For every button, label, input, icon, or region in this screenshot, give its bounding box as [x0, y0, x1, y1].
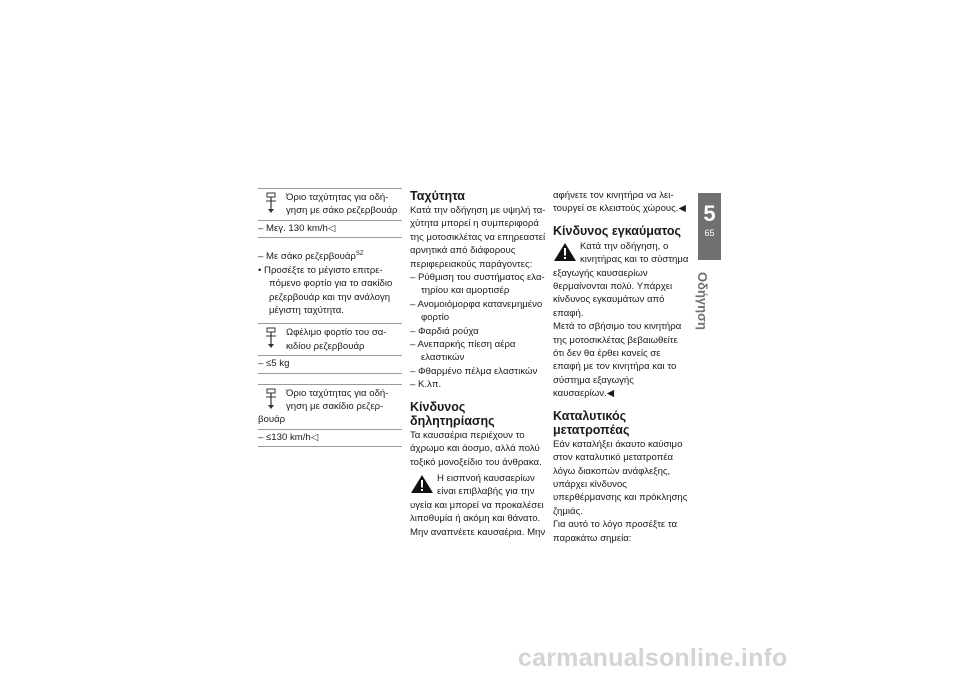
- box2-text: Ωφέλιμο φορτίο του σακιδίου ρεζερβουάρ: [286, 327, 387, 352]
- column-middle: [410, 189, 546, 539]
- column-right: [553, 189, 689, 545]
- factor-item: – Ρύθμιση του συστήματος ελατηρίου και αμορτισέρ: [410, 272, 545, 297]
- warning-triangle-icon: [410, 474, 434, 494]
- poison-warning-block: [410, 472, 546, 526]
- catalyst-note: Για αυτό το λόγο προσέξτε τα παρακάτω σημεία:: [553, 519, 678, 544]
- chapter-marker: [698, 193, 721, 260]
- continue-text: αφήνετε τον κινητήρα να λειτουργεί σε κλειστούς χώρους.◀: [553, 190, 686, 215]
- factor-item: – Φθαρμένο πέλμα ελαστικών: [410, 365, 538, 377]
- burn-warning: Κατά την οδήγηση, ο κινητήρας και το σύστημα εξαγωγής καυσαερίων θερμαίνονται πολύ. Υπάρχει κίνδυνος εγκαυμάτων από επαφή.: [553, 240, 689, 319]
- page-number: 65: [704, 228, 715, 238]
- box1-value: – Μεγ. 130 km/h◁: [258, 221, 402, 238]
- burn-after: Μετά το σβήσιμο του κινητήρα της μοτοσικλέτας βεβαιωθείτε ότι δεν θα έρθει κανείς σε επαφή με τον κινητήρα και το σύστημα εξαγωγής καυσαερίων.◀: [553, 321, 682, 400]
- chapter-number: 5: [703, 201, 716, 226]
- factor-item: – Κ.λπ.: [410, 379, 442, 391]
- factor-item: – Ανεπαρκής πίεση αέρα ελαστικών: [410, 339, 516, 364]
- section-title: Οδήγηση: [695, 272, 710, 330]
- payload-tank-bag-box: [258, 323, 402, 356]
- poison-text: Τα καυσαέρια περιέχουν το άχρωμο και άοσμο, αλλά πολύ τοξικό μονοξείδιο του άνθρακα.: [410, 429, 542, 468]
- factor-item: – Φαρδιά ρούχα: [410, 325, 479, 337]
- box1-text: Όριο ταχύτητας για οδήγηση με σάκο ρεζερβουάρ: [286, 192, 398, 217]
- speed-limit-tank-bag-box: [258, 188, 402, 221]
- box3-value: – ≤130 km/h◁: [258, 430, 402, 447]
- box3-text: Όριο ταχύτητας για οδήγηση με σακίδιο ρεζερβουάρ: [258, 387, 389, 426]
- load-weight-icon: [258, 387, 284, 411]
- factor-item: – Ανομοιόμορφα κατανεμημένο φορτίο: [410, 298, 543, 324]
- heading-burn: Κίνδυνος εγκαύματος: [553, 223, 681, 238]
- dash-tank-bag: – Με σάκο ρεζερβουάρ$^{SZ}$: [258, 251, 364, 263]
- tank-bag-superscript: SZ: [355, 251, 364, 258]
- warning-triangle-icon: [553, 242, 577, 262]
- bullet-observe: • Προσέξτε το μέγιστο επιτρεπόμενο φορτίο για το σακίδιο ρεζερβουάρ και την ανάλογη μέγιστη ταχύτητα.: [258, 264, 393, 317]
- box2-value: – ≤5 kg: [258, 356, 402, 373]
- watermark: carmanualsonline.info: [518, 644, 788, 672]
- heading-poison: Κίνδυνος δηλητηρίασης: [410, 399, 495, 428]
- load-weight-icon: [258, 191, 284, 215]
- speed-limit-tank-bag-box-2: [258, 384, 402, 430]
- catalyst-text: Εάν καταλήξει άκαυτο καύσιμο στον καταλυτικό μετατροπέα λόγω διακοπών ανάφλεξης, υπάρχει κίνδυνος υπερθέρμανσης και πρόκλησης ζημιάς.: [553, 438, 688, 517]
- burn-warning-block: [553, 240, 689, 320]
- column-left: [258, 188, 402, 457]
- load-weight-icon: [258, 326, 284, 350]
- heading-catalyst: Καταλυτικός μετατροπέας: [553, 408, 630, 437]
- poison-continue: Μην αναπνέετε καυσαέρια. Μην: [410, 526, 546, 538]
- heading-speed: Ταχύτητα: [410, 189, 465, 203]
- poison-warning: Η εισπνοή καυσαερίων είναι επιβλαβής για την υγεία και μπορεί να προκαλέσει λιποθυμία ή ακόμη και θάνατο.: [410, 472, 544, 525]
- speed-intro: Κατά την οδήγηση με υψηλή ταχύτητα μπορεί η συμπεριφορά της μοτοσικλέτας να επηρεαστεί αρνητικά από διάφορους περιφερειακούς παράγοντες:: [410, 205, 546, 270]
